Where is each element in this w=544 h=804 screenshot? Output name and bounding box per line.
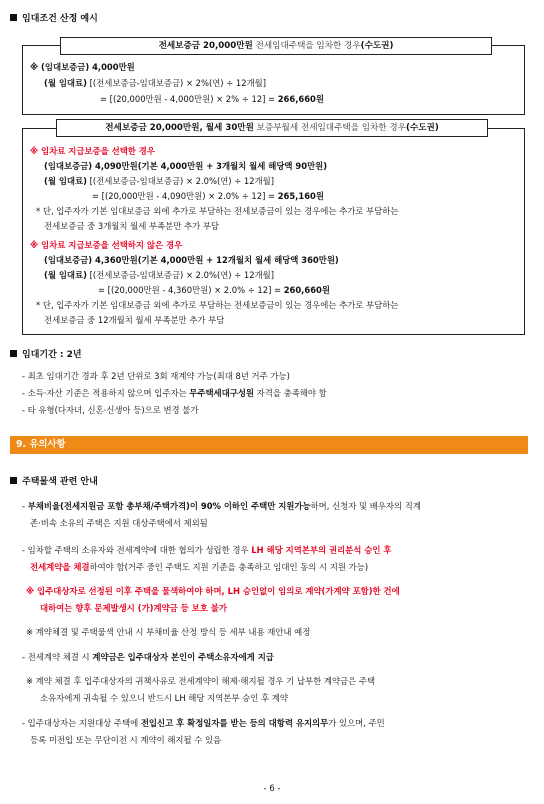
option-b-heading: ※ 임차료 지급보증을 선택하지 않은 경우 — [30, 240, 183, 250]
example-1-title-rest: 전세임대주택을 임차한 경우 — [252, 41, 361, 51]
lease-item-2 — [22, 388, 327, 399]
option-a-rent-formula — [44, 176, 274, 187]
example-1-deposit: ※ (임대보증금) 4,000만원 — [30, 62, 135, 72]
notice-6-line-1: ※ 계약 체결 후 입주대상자의 귀책사유로 전세계약이 해제·해지될 경우 기 납부한 계약금은 주택 — [26, 676, 376, 686]
notice-5-text: - 전세계약 체결 시 — [22, 652, 93, 662]
section-heading-text: 임대조건 산정 예시 — [22, 14, 98, 24]
option-b-deposit: (임대보증금) 4,360만원(기본 4,000만원 + 12개월치 월세 해당액 360만원) — [44, 255, 339, 265]
example-1-rent-result — [100, 94, 324, 105]
notice-1-line-2: 존·비속 소유의 주택은 지원 대상주택에서 제외됨 — [30, 518, 208, 528]
lease-item-1: - 최초 임대기간 경과 후 2년 단위로 3회 재계약 가능(최대 8년 거주 가능) — [22, 371, 290, 381]
section-heading-lease-period — [10, 350, 82, 361]
square-bullet-icon — [10, 14, 17, 21]
notice-2-text: - 임차할 주택의 소유자와 전세계약에 대한 협의가 성립한 경우 — [22, 545, 252, 555]
notice-2-highlight: LH 해당 지역본부의 권리분석 승인 후 — [251, 545, 392, 555]
lease-item-3: - 타 유형(다자녀, 신혼·신생아 등)으로 변경 불가 — [22, 405, 199, 415]
page-number: - 6 - — [263, 783, 281, 793]
example-2-title-tag: (수도권) — [405, 123, 439, 133]
notice-5-bold: 계약금은 입주대상자 본인이 주택소유자에게 지급 — [92, 652, 274, 662]
notice-6-line-2: 소유자에게 귀속될 수 있으니 반드시 LH 해당 지역본부 승인 후 계약 — [40, 693, 288, 703]
lease-period-heading-text: 임대기간 : 2년 — [22, 350, 82, 360]
example-1-title-bold: 전세보증금 20,000만원 — [158, 41, 253, 51]
example-2-title-rest: 보증부월세 전세임대주택을 임차한 경우 — [253, 123, 406, 133]
section-bar-notes: 9. 유의사항 — [10, 436, 528, 454]
option-b-calc: = [(20,000만원 - 4,360만원) × 2.0% ÷ 12] = — [98, 285, 284, 295]
option-b-rent-result — [98, 285, 330, 296]
square-bullet-icon — [10, 350, 17, 357]
option-a-deposit: (임대보증금) 4,090만원(기본 4,000만원 + 3개월치 월세 해당액 90만원) — [44, 161, 328, 171]
example-1-title-tag: (수도권) — [360, 41, 394, 51]
notice-3-line-2: 대하여는 향후 문제발생시 (가)계약금 등 보호 불가 — [40, 603, 227, 613]
option-b-note-2: 전세보증금 중 12개월치 월세 부족분만 추가 부담 — [44, 315, 225, 325]
house-search-heading-text: 주택물색 관련 안내 — [22, 477, 98, 487]
lease-item-2-a: - 소득·자산 기준은 적용하지 않으며 입주자는 — [22, 388, 190, 398]
option-b-result-value: 260,660원 — [283, 285, 330, 295]
example-1-rent-expr: [(전세보증금-임대보증금) × 2%(연) ÷ 12개월] — [86, 78, 267, 88]
notice-7-text: - 입주대상자는 지원대상 주택에 — [22, 718, 141, 728]
example-1-calc: = [(20,000만원 - 4,000만원) × 2% ÷ 12] = — [100, 94, 278, 104]
example-1-rent-formula — [44, 78, 266, 89]
notice-2-line-2 — [30, 562, 368, 573]
notice-7-line-1 — [22, 718, 385, 729]
option-a-calc: = [(20,000만원 - 4,090만원) × 2.0% ÷ 12] = — [92, 191, 278, 201]
option-b-note-1: * 단, 입주자가 기본 임대보증금 외에 추가로 부담하는 전세보증금이 있는 경우에는 추가로 부담하는 — [36, 300, 399, 310]
option-a-note-2: 전세보증금 중 3개월치 월세 부족분만 추가 부담 — [44, 221, 220, 231]
notice-4: ※ 계약체결 및 주택물색 안내 시 부채비율 산정 방식 등 세부 내용 재안내 예정 — [26, 627, 311, 637]
option-a-rent-label: (월 임대료) — [44, 176, 87, 186]
notice-2-highlight-2: 전세계약을 체결 — [30, 562, 90, 572]
notice-7-line-2: 등록 미전입 또는 무단이전 시 계약이 해지될 수 있음 — [30, 735, 222, 745]
example-1-rent-label: (월 임대료) — [44, 78, 87, 88]
option-b-rent-label: (월 임대료) — [44, 270, 87, 280]
option-a-rent-expr: [(전세보증금-임대보증금) × 2.0%(연) ÷ 12개월] — [86, 176, 275, 186]
lease-item-2-c: 자격을 충족해야 함 — [254, 388, 327, 398]
example-2-title — [56, 119, 488, 137]
square-bullet-icon — [10, 477, 17, 484]
option-a-rent-result — [92, 191, 324, 202]
notice-1-bold: 부채비율(전세지원금 포함 총부채/주택가격)이 90% 이하인 주택만 지원가능 — [27, 501, 311, 511]
notice-1-line-1 — [22, 501, 421, 512]
notice-7-rest: 가 있으며, 주민 — [328, 718, 385, 728]
section-heading-rent-example — [10, 14, 98, 25]
notice-1-dash: - — [22, 501, 28, 511]
example-1-result-value: 266,660원 — [277, 94, 324, 104]
option-a-note-1: * 단, 입주자가 기본 임대보증금 외에 추가로 부담하는 전세보증금이 있는 경우에는 추가로 부담하는 — [36, 206, 399, 216]
notice-5 — [22, 652, 274, 663]
option-b-rent-expr: [(전세보증금-임대보증금) × 2.0%(연) ÷ 12개월] — [86, 270, 275, 280]
lease-item-2-b: 무주택세대구성원 — [189, 388, 255, 398]
notice-3-line-1: ※ 입주대상자로 선정된 이후 주택을 물색하여야 하며, LH 승인없이 임의로 계약(가계약 포함)한 건에 — [26, 586, 400, 596]
notice-2-rest: 하여야 함(거주 중인 주택도 지원 기준을 충족하고 임대인 동의 시 지원 가능) — [89, 562, 369, 572]
example-1-title — [60, 37, 492, 55]
option-a-heading: ※ 임차료 지급보증을 선택한 경우 — [30, 146, 155, 156]
option-b-rent-formula — [44, 270, 274, 281]
notice-2-line-1 — [22, 545, 391, 556]
notice-7-bold: 전입신고 후 확정일자를 받는 등의 대항력 유지의무 — [140, 718, 329, 728]
example-2-title-bold: 전세보증금 20,000만원, 월세 30만원 — [105, 123, 254, 133]
notice-1-rest: 하며, 신청자 및 배우자의 직계 — [310, 501, 421, 511]
section-heading-house-search — [10, 477, 98, 488]
option-a-result-value: 265,160원 — [277, 191, 324, 201]
